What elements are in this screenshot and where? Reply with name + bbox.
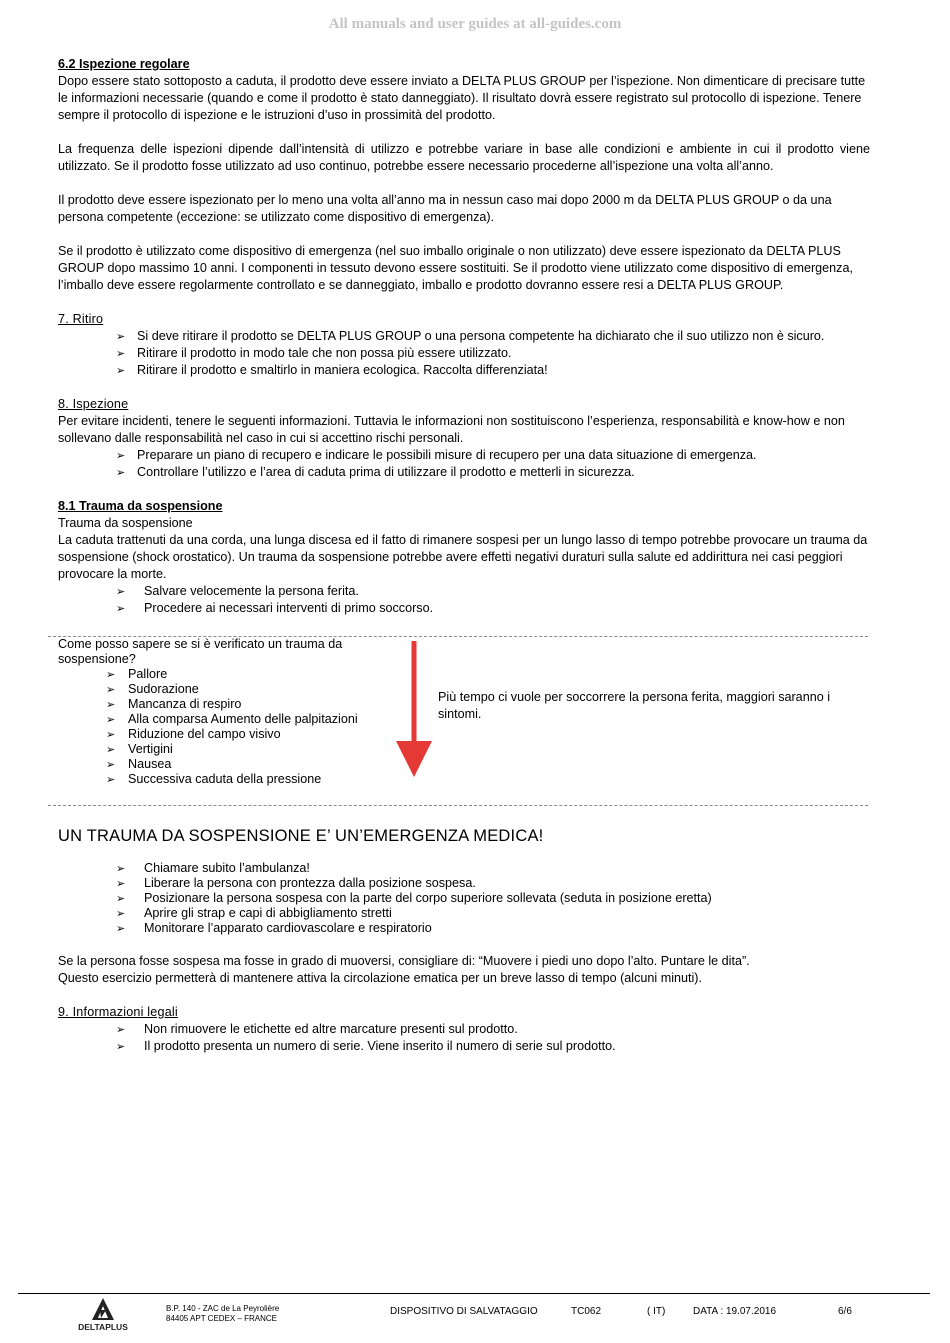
list-item: ➢ Nausea	[106, 757, 368, 772]
list-item: ➢ Si deve ritirare il prodotto se DELTA PLUS GROUP o una persona competente ha dichiarato che il suo utilizzo non è sicuro.	[116, 328, 870, 345]
list-item: ➢ Riduzione del campo visivo	[106, 727, 368, 742]
list-item: ➢ Ritirare il prodotto e smaltirlo in maniera ecologica. Raccolta differenziata!	[116, 362, 870, 379]
symptoms-note: Più tempo ci vuole per soccorrere la persona ferita, maggiori saranno i sintomi.	[438, 690, 830, 721]
section-9-list	[58, 1021, 870, 1055]
document-body	[58, 56, 870, 1055]
footer-document-title: DISPOSITIVO DI SALVATAGGIO	[390, 1306, 538, 1317]
list-item: ➢ Sudorazione	[106, 682, 368, 697]
section-6-2-paragraph: Dopo essere stato sottoposto a caduta, il prodotto deve essere inviato a DELTA PLUS GROUP per l’ispezione. Non dimenticare di precisare tutte le informazioni necessarie (quando e come il prodotto è stato danneggiato). Il risultato dovrà essere registrato sul protocollo di ispezione. Tenere sempre il protocollo di ispezione e le istruzioni d’uso in prossimità del prodotto.	[58, 74, 866, 122]
list-item: ➢ Successiva caduta della pressione	[106, 772, 368, 787]
footer-address	[166, 1304, 279, 1324]
emergency-paragraph: Questo esercizio permetterà di mantenere attiva la circolazione ematica per un breve lasso di tempo (alcuni minuti).	[58, 971, 702, 985]
list-item: ➢ Posizionare la persona sospesa con la parte del corpo superiore sollevata (seduta in posizione eretta)	[116, 891, 870, 906]
section-8-1-subtitle: Trauma da sospensione	[58, 516, 193, 530]
emergency-title: UN TRAUMA DA SOSPENSIONE E’ UN’EMERGENZA MEDICA!	[58, 827, 544, 845]
symptoms-question: Come posso sapere se si è verificato un trauma da sospensione?	[58, 637, 343, 666]
emergency-list	[58, 861, 870, 936]
section-8-paragraph: Per evitare incidenti, tenere le seguenti informazioni. Tuttavia le informazioni non sostituiscono l’esperienza, responsabilità e know-how e non sollevano dalle responsabilità nel caso in cui si accettino rischi personali.	[58, 414, 845, 445]
deltaplus-logo	[66, 1296, 140, 1332]
section-8-1-title: 8.1 Trauma da sospensione	[58, 499, 223, 513]
footer-language: ( IT)	[647, 1306, 666, 1317]
section-7-title: 7. Ritiro	[58, 312, 104, 326]
symptoms-box	[48, 636, 868, 806]
watermark: All manuals and user guides at all-guides.com	[328, 16, 622, 32]
section-8-title: 8. Ispezione	[58, 397, 129, 411]
list-item: ➢ Preparare un piano di recupero e indicare le possibili misure di recupero per una data situazione di emergenza.	[116, 447, 870, 464]
list-item: ➢ Il prodotto presenta un numero di serie. Viene inserito il numero di serie sul prodotto.	[116, 1038, 870, 1055]
list-item: ➢ Aprire gli strap e capi di abbigliamento stretti	[116, 906, 870, 921]
symptoms-list	[58, 667, 368, 787]
section-7-list	[58, 328, 870, 379]
section-8-list	[58, 447, 870, 481]
list-item: ➢ Pallore	[106, 667, 368, 682]
list-item: ➢ Vertigini	[106, 742, 368, 757]
list-item: ➢ Salvare velocemente la persona ferita.	[116, 583, 870, 600]
list-item: ➢ Mancanza di respiro	[106, 697, 368, 712]
symptoms-column	[58, 637, 368, 787]
list-item: ➢ Non rimuovere le etichette ed altre marcature presenti sul prodotto.	[116, 1021, 870, 1038]
section-6-2-paragraph: La frequenza delle ispezioni dipende dall’intensità di utilizzo e potrebbe variare in base alle condizioni e ambiente in cui il prodotto viene utilizzato. Se il prodotto fosse utilizzato ad uso continuo, potrebbe essere necessario procederne all’ispezione una volta all’anno.	[58, 142, 870, 173]
footer-divider	[18, 1293, 930, 1294]
footer-code: TC062	[571, 1306, 602, 1317]
page-number: 6/6	[838, 1306, 852, 1317]
section-6-2-paragraph: Il prodotto deve essere ispezionato per lo meno una volta all’anno ma in nessun caso mai dopo 2000 m da DELTA PLUS GROUP o da una persona competente (eccezione: se utilizzato come dispositivo di emergenza).	[58, 193, 832, 224]
section-8-1-paragraph: La caduta trattenuti da una corda, una lunga discesa ed il fatto di rimanere sospesi per un lungo lasso di tempo potrebbe provocare un trauma da sospensione (shock orostatico). Un trauma da sospensione potrebbe avere effetti negativi duraturi sulla salute ed addirittura nei casi peggiori provocare la morte.	[58, 533, 868, 581]
list-item: ➢ Alla comparsa Aumento delle palpitazioni	[106, 712, 368, 727]
section-8-1-list	[58, 583, 870, 617]
section-6-2-title: 6.2 Ispezione regolare	[58, 57, 190, 71]
down-arrow-icon	[394, 641, 434, 781]
emergency-paragraph: Se la persona fosse sospesa ma fosse in grado di muoversi, consigliare di: “Muovere i piedi uno dopo l’alto. Puntare le dita”.	[58, 954, 750, 968]
address-line: 84405 APT CEDEX – FRANCE	[166, 1314, 278, 1323]
list-item: ➢ Ritirare il prodotto in modo tale che non possa più essere utilizzato.	[116, 345, 870, 362]
address-line: B.P. 140 - ZAC de La Peyrolière	[166, 1304, 280, 1313]
footer-date: DATA : 19.07.2016	[693, 1306, 777, 1317]
list-item: ➢ Liberare la persona con prontezza dalla posizione sospesa.	[116, 876, 870, 891]
section-6-2-paragraph: Se il prodotto è utilizzato come dispositivo di emergenza (nel suo imballo originale o non utilizzato) deve essere ispezionato da DELTA PLUS GROUP dopo massimo 10 anni. I componenti in tessuto devono essere sostituiti. Se il prodotto viene utilizzato come dispositivo di emergenza, l’imballo deve essere regolarmente controllato e se danneggiato, imballo e prodotto dovranno essere resi a DELTA PLUS GROUP.	[58, 244, 853, 292]
list-item: ➢ Procedere ai necessari interventi di primo soccorso.	[116, 600, 870, 617]
logo-text: DELTAPLUS	[78, 1322, 128, 1332]
list-item: ➢ Controllare l’utilizzo e l’area di caduta prima di utilizzare il prodotto e metterli in sicurezza.	[116, 464, 870, 481]
list-item: ➢ Monitorare l’apparato cardiovascolare e respiratorio	[116, 921, 870, 936]
section-9-title: 9. Informazioni legali	[58, 1005, 178, 1019]
list-item: ➢ Chiamare subito l’ambulanza!	[116, 861, 870, 876]
